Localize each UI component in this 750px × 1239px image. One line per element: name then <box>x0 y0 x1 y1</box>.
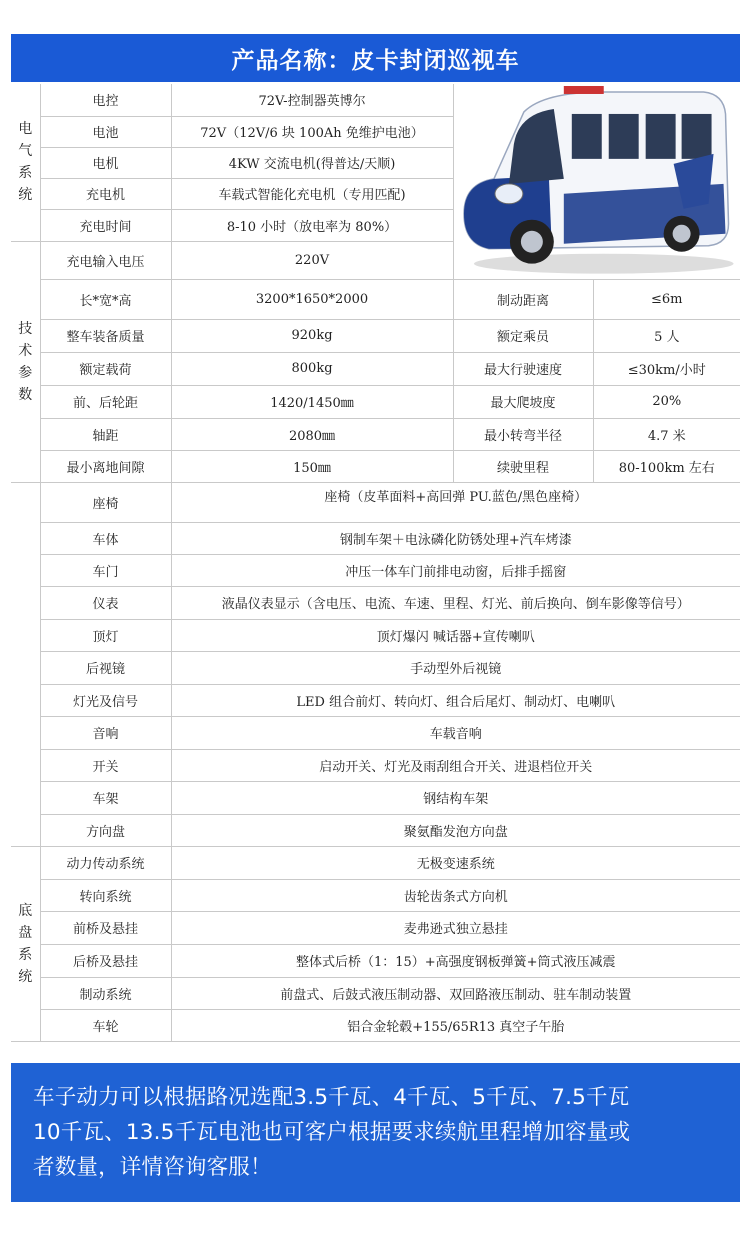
row-value-2: ≤30km/小时 <box>593 352 740 385</box>
row-label: 方向盘 <box>40 814 171 846</box>
row-label: 座椅 <box>40 482 171 522</box>
table-row <box>11 944 740 977</box>
row-value: 铝合金轮毂+155/65R13 真空子午胎 <box>171 1009 740 1041</box>
row-label: 电控 <box>40 84 171 116</box>
row-value: 3200*1650*2000 <box>171 279 453 319</box>
row-label: 车门 <box>40 554 171 586</box>
row-value: 车载式智能化充电机（专用匹配) <box>171 178 453 209</box>
row-label: 后视镜 <box>40 651 171 684</box>
row-value: 150㎜ <box>171 450 453 482</box>
row-value: 220V <box>171 241 453 279</box>
row-label-2: 最大爬坡度 <box>453 385 593 418</box>
table-row <box>11 319 740 352</box>
table-row <box>11 385 740 418</box>
row-label-2: 最大行驶速度 <box>453 352 593 385</box>
table-row <box>11 977 740 1009</box>
row-label: 灯光及信号 <box>40 684 171 716</box>
table-row <box>11 879 740 911</box>
row-value: 钢结构车架 <box>171 781 740 814</box>
row-label: 额定载荷 <box>40 352 171 385</box>
row-value: 顶灯爆闪 喊话器+宣传喇叭 <box>171 619 740 651</box>
row-value: 聚氨酯发泡方向盘 <box>171 814 740 846</box>
row-label: 转向系统 <box>40 879 171 911</box>
row-label: 车架 <box>40 781 171 814</box>
row-value: 920kg <box>171 319 453 352</box>
row-label: 充电输入电压 <box>40 241 171 279</box>
row-value: 800kg <box>171 352 453 385</box>
table-row <box>11 1009 740 1041</box>
row-label: 前桥及悬挂 <box>40 911 171 944</box>
row-label-2: 制动距离 <box>453 279 593 319</box>
row-label: 充电时间 <box>40 209 171 241</box>
footer-line-3: 者数量，详情咨询客服！ <box>33 1155 272 1180</box>
table-row <box>11 716 740 749</box>
table-row <box>11 279 740 319</box>
table-row <box>11 846 740 879</box>
row-label: 后桥及悬挂 <box>40 944 171 977</box>
table-row <box>11 684 740 716</box>
row-value-2: 80-100km 左右 <box>593 450 740 482</box>
row-value: 钢制车架＋电泳磷化防锈处理+汽车烤漆 <box>171 522 740 554</box>
row-label: 车体 <box>40 522 171 554</box>
row-value: 座椅（皮革面料+高回弹 PU.蓝色/黑色座椅） <box>171 482 740 522</box>
row-value: 整体式后桥（1：15）+高强度钢板弹簧+筒式液压减震 <box>171 944 740 977</box>
row-label: 顶灯 <box>40 619 171 651</box>
row-label: 制动系统 <box>40 977 171 1009</box>
car-image <box>453 84 740 279</box>
row-label-2: 额定乘员 <box>453 319 593 352</box>
table-row <box>11 418 740 450</box>
row-value-2: 20% <box>593 385 740 418</box>
row-value: 齿轮齿条式方向机 <box>171 879 740 911</box>
row-value: 车载音响 <box>171 716 740 749</box>
row-label: 电机 <box>40 147 171 178</box>
table-row <box>11 450 740 482</box>
row-value: 麦弗逊式独立悬挂 <box>171 911 740 944</box>
row-label: 充电机 <box>40 178 171 209</box>
row-value: 前盘式、后鼓式液压制动器、双回路液压制动、驻车制动装置 <box>171 977 740 1009</box>
footer-line-1: 车子动力可以根据路况选配3.5千瓦、4千瓦、5千瓦、7.5千瓦 <box>33 1085 630 1110</box>
row-value: 8-10 小时（放电率为 80%） <box>171 209 453 241</box>
row-value: 液晶仪表显示（含电压、电流、车速、里程、灯光、前后换向、倒车影像等信号） <box>171 586 740 619</box>
table-row <box>11 911 740 944</box>
row-label-2: 续驶里程 <box>453 450 593 482</box>
row-label: 长*宽*高 <box>40 279 171 319</box>
row-label: 开关 <box>40 749 171 781</box>
spec-table <box>11 84 740 1042</box>
row-label: 车轮 <box>40 1009 171 1041</box>
table-row <box>11 781 740 814</box>
group-electrical: 电气系统 <box>11 84 40 241</box>
row-label: 电池 <box>40 116 171 147</box>
row-value: LED 组合前灯、转向灯、组合后尾灯、制动灯、电喇叭 <box>171 684 740 716</box>
table-row <box>11 619 740 651</box>
row-value: 2080㎜ <box>171 418 453 450</box>
row-value: 4KW 交流电机(得普达/天顺) <box>171 147 453 178</box>
row-value: 无极变速系统 <box>171 846 740 879</box>
row-label: 前、后轮距 <box>40 385 171 418</box>
row-value-2: 4.7 米 <box>593 418 740 450</box>
group-config <box>11 482 40 846</box>
row-value-2: ≤6m <box>593 279 740 319</box>
row-label: 最小离地间隙 <box>40 450 171 482</box>
footer-line-2: 10千瓦、13.5千瓦电池也可客户根据要求续航里程增加容量或 <box>33 1120 631 1145</box>
row-label: 轴距 <box>40 418 171 450</box>
group-technical: 技术参数 <box>11 241 40 482</box>
table-row <box>11 84 740 116</box>
row-label: 整车装备质量 <box>40 319 171 352</box>
table-row <box>11 482 740 522</box>
group-chassis: 底盘系统 <box>11 846 40 1041</box>
table-row <box>11 554 740 586</box>
table-row <box>11 749 740 781</box>
row-value: 1420/1450㎜ <box>171 385 453 418</box>
footer-banner <box>11 1063 740 1202</box>
row-value: 启动开关、灯光及雨刮组合开关、进退档位开关 <box>171 749 740 781</box>
row-value: 手动型外后视镜 <box>171 651 740 684</box>
row-label: 动力传动系统 <box>40 846 171 879</box>
row-value: 72V-控制器英博尔 <box>171 84 453 116</box>
row-label: 音响 <box>40 716 171 749</box>
table-row <box>11 814 740 846</box>
product-title: 产品名称：皮卡封闭巡视车 <box>11 34 740 82</box>
row-value-2: 5 人 <box>593 319 740 352</box>
table-row <box>11 586 740 619</box>
row-label: 仪表 <box>40 586 171 619</box>
row-label-2: 最小转弯半径 <box>453 418 593 450</box>
table-row <box>11 651 740 684</box>
table-row <box>11 522 740 554</box>
patrol-car-image <box>454 84 741 279</box>
row-value: 72V（12V/6 块 100Ah 免维护电池） <box>171 116 453 147</box>
table-row <box>11 352 740 385</box>
row-value: 冲压一体车门前排电动窗，后排手摇窗 <box>171 554 740 586</box>
